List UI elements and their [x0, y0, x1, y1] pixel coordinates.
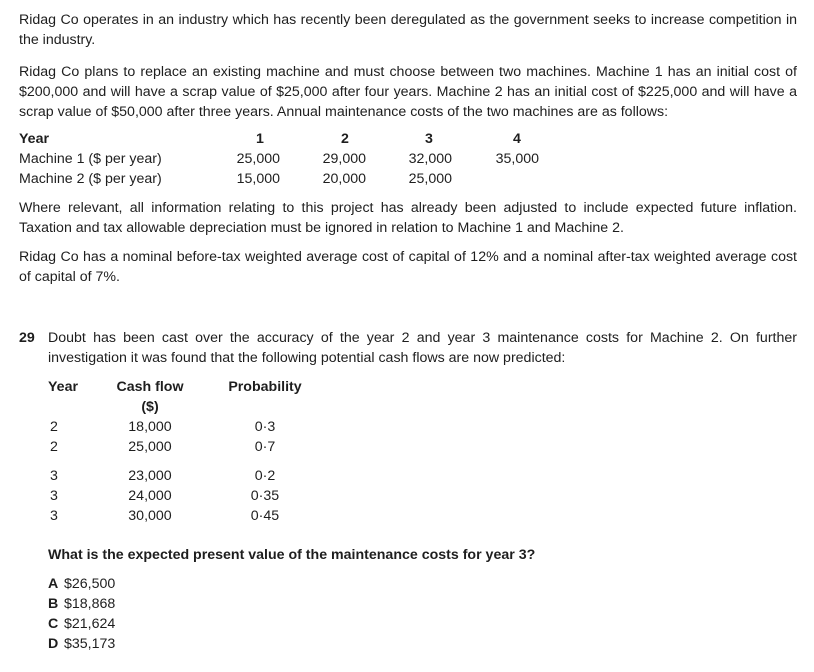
prob-value: 0·45 — [250, 508, 280, 524]
table-row-label: Machine 2 ($ per year) — [19, 171, 162, 187]
table-cell: 32,000 — [408, 151, 452, 167]
table-cell: 29,000 — [322, 151, 366, 167]
prob-cash: 30,000 — [128, 508, 172, 524]
table-cell: 15,000 — [236, 171, 280, 187]
option-c[interactable] — [48, 614, 115, 634]
option-letter: D — [48, 636, 59, 652]
option-a[interactable] — [48, 574, 115, 594]
prob-value: 0·7 — [254, 439, 276, 455]
prob-value: 0·3 — [254, 419, 276, 435]
intro-paragraph-3: Where relevant, all information relating to this project has already been adjusted to include expected future inflation. Taxation and tax allowable depreciation must be ignored in relation to Machine 1 and Machine 2. — [19, 200, 797, 236]
table-row-label: Machine 1 ($ per year) — [19, 151, 162, 167]
prob-header-cash-unit: ($) — [141, 399, 159, 415]
question-text: Doubt has been cast over the accuracy of the year 2 and year 3 maintenance costs for Machine 2. On further investigation it was found that the following potential cash flows are now predicted: — [48, 330, 797, 366]
prob-year: 3 — [50, 488, 58, 504]
prob-value: 0·2 — [254, 468, 276, 484]
option-letter: C — [48, 616, 59, 632]
prob-year: 3 — [50, 508, 58, 524]
prob-header-probability: Probability — [228, 379, 302, 395]
table-header-year: Year — [19, 131, 49, 147]
option-text: $18,868 — [64, 596, 116, 612]
table-header-year-4: 4 — [513, 131, 521, 147]
option-text: $26,500 — [64, 576, 116, 592]
table-header-year-2: 2 — [341, 131, 349, 147]
prob-value: 0·35 — [250, 488, 280, 504]
option-letter: A — [48, 576, 59, 592]
question-number: 29 — [19, 330, 35, 346]
prob-cash: 24,000 — [128, 488, 172, 504]
prob-year: 2 — [50, 439, 58, 455]
intro-paragraph-4: Ridag Co has a nominal before-tax weighted average cost of capital of 12% and a nominal after-tax weighted average cost of capital of 7%. — [19, 249, 797, 285]
option-d[interactable] — [48, 634, 115, 654]
intro-paragraph-2: Ridag Co plans to replace an existing machine and must choose between two machines. Machine 1 has an initial cost of $200,000 and will have a scrap value of $25,000 after four years. Machine 2 has an initial cost of $225,000 and will have a scrap value of $50,000 after three years. Annual maintenance costs of the two machines are as follows: — [19, 64, 797, 120]
table-cell: 35,000 — [495, 151, 539, 167]
prob-header-year: Year — [48, 379, 78, 395]
prob-header-cash: Cash flow — [116, 379, 184, 395]
question-prompt: What is the expected present value of the maintenance costs for year 3? — [48, 547, 536, 563]
option-text: $35,173 — [64, 636, 116, 652]
prob-year: 2 — [50, 419, 58, 435]
table-cell: 25,000 — [408, 171, 452, 187]
table-header-year-1: 1 — [256, 131, 264, 147]
table-header-year-3: 3 — [425, 131, 433, 147]
table-cell: 25,000 — [236, 151, 280, 167]
table-cell: 20,000 — [322, 171, 366, 187]
prob-year: 3 — [50, 468, 58, 484]
prob-cash: 23,000 — [128, 468, 172, 484]
prob-cash: 18,000 — [128, 419, 172, 435]
option-text: $21,624 — [64, 616, 116, 632]
prob-cash: 25,000 — [128, 439, 172, 455]
option-b[interactable] — [48, 594, 115, 614]
intro-paragraph-1: Ridag Co operates in an industry which has recently been deregulated as the government seeks to increase competition in the industry. — [19, 12, 797, 48]
option-letter: B — [48, 596, 59, 612]
